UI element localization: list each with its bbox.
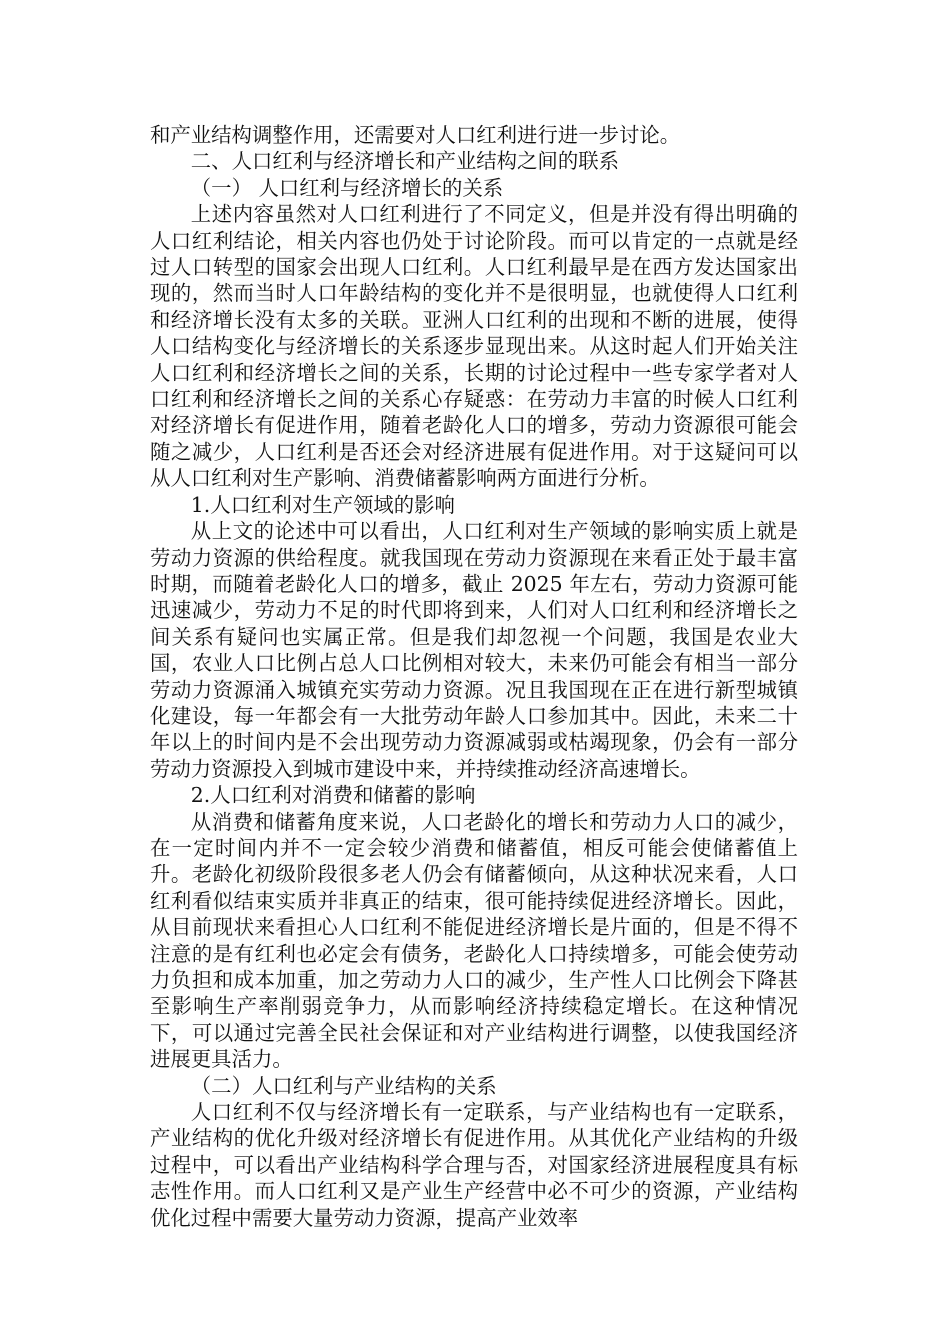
body-paragraph: 从消费和储蓄角度来说，人口老龄化的增长和劳动力人口的减少，在一定时间内并不一定会较少消费和储蓄值，相反可能会使储蓄值上升。老龄化初级阶段很多老人仍会有储蓄倾向，从这种状况来看，人口红利看似结束实质并非真正的结束，很可能持续促进经济增长。因此，从目前现状来看担心人口红利不能促进经济增长是片面的，但是不得不注意的是有红利也必定会有债务，老龄化人口持续增多，可能会使劳动力负担和成本加重，加之劳动力人口的减少，生产性人口比例会下降甚至影响生产率削弱竞争力，从而影响经济持续稳定增长。在这种情况下，可以通过完善全民社会保证和对产业结构进行调整，以使我国经济进展更具活力。 <box>150 809 798 1072</box>
paragraph-continued: 和产业结构调整作用，还需要对人口红利进行进一步讨论。 <box>150 123 681 147</box>
subsection-item-heading: 2.人口红利对消费和储蓄的影响 <box>190 783 476 808</box>
section-heading: 二、人口红利与经济增长和产业结构之间的联系 <box>190 149 619 174</box>
body-paragraph: 从上文的论述中可以看出，人口红利对生产领域的影响实质上就是劳动力资源的供给程度。就我国现在劳动力资源现在来看正处于最丰富时期，而随着老龄化人口的增多，截止 2025 年左右，劳动力资源可能迅速减少，劳动力不足的时代即将到来，人们对人口红利和经济增长之间关系有疑问也实属正常。但是我们却忽视一个问题，我国是农业大国，农业人口比例占总人口比例相对较大，未来仍可能会有相当一部分劳动力资源涌入城镇充实劳动力资源。况且我国现在正在进行新型城镇化建设，每一年都会有一大批劳动年龄人口参加其中。因此，未来二十年以上的时间内是不会出现劳动力资源减弱或枯竭现象，仍会有一部分劳动力资源投入到城市建设中来，并持续推动经济高速增长。 <box>150 519 798 781</box>
subsection-heading: （二）人口红利与产业结构的关系 <box>190 1073 497 1098</box>
subsection-item-heading: 1.人口红利对生产领域的影响 <box>190 492 455 517</box>
body-paragraph: 上述内容虽然对人口红利进行了不同定义，但是并没有得出明确的人口红利结论，相关内容也仍处于讨论阶段。而可以肯定的一点就是经过人口转型的国家会出现人口红利。人口红利最早是在西方发达国家出现的，然而当时人口年龄结构的变化并不是很明显，也就使得人口红利和经济增长没有太多的关联。亚洲人口红利的出现和不断的进展，使得人口结构变化与经济增长的关系逐步显现出来。从这时起人们开始关注人口红利和经济增长之间的关系，长期的讨论过程中一些专家学者对人口红利和经济增长之间的关系心存疑惑：在劳动力丰富的时候人口红利对经济增长有促进作用，随着老龄化人口的增多，劳动力资源很可能会随之减少，人口红利是否还会对经济进展有促进作用。对于这疑问可以从人口红利对生产影响、消费储蓄影响两方面进行分析。 <box>150 202 798 491</box>
body-paragraph: 人口红利不仅与经济增长有一定联系，与产业结构也有一定联系，产业结构的优化升级对经济增长有促进作用。从其优化产业结构的升级过程中，可以看出产业结构科学合理与否，对国家经济进展程度具有标志性作用。而人口红利又是产业生产经营中必不可少的资源，产业结构优化过程中需要大量劳动力资源，提高产业效率 <box>150 1100 798 1230</box>
subsection-heading: （一） 人口红利与经济增长的关系 <box>190 175 504 200</box>
document-body <box>150 122 798 1231</box>
